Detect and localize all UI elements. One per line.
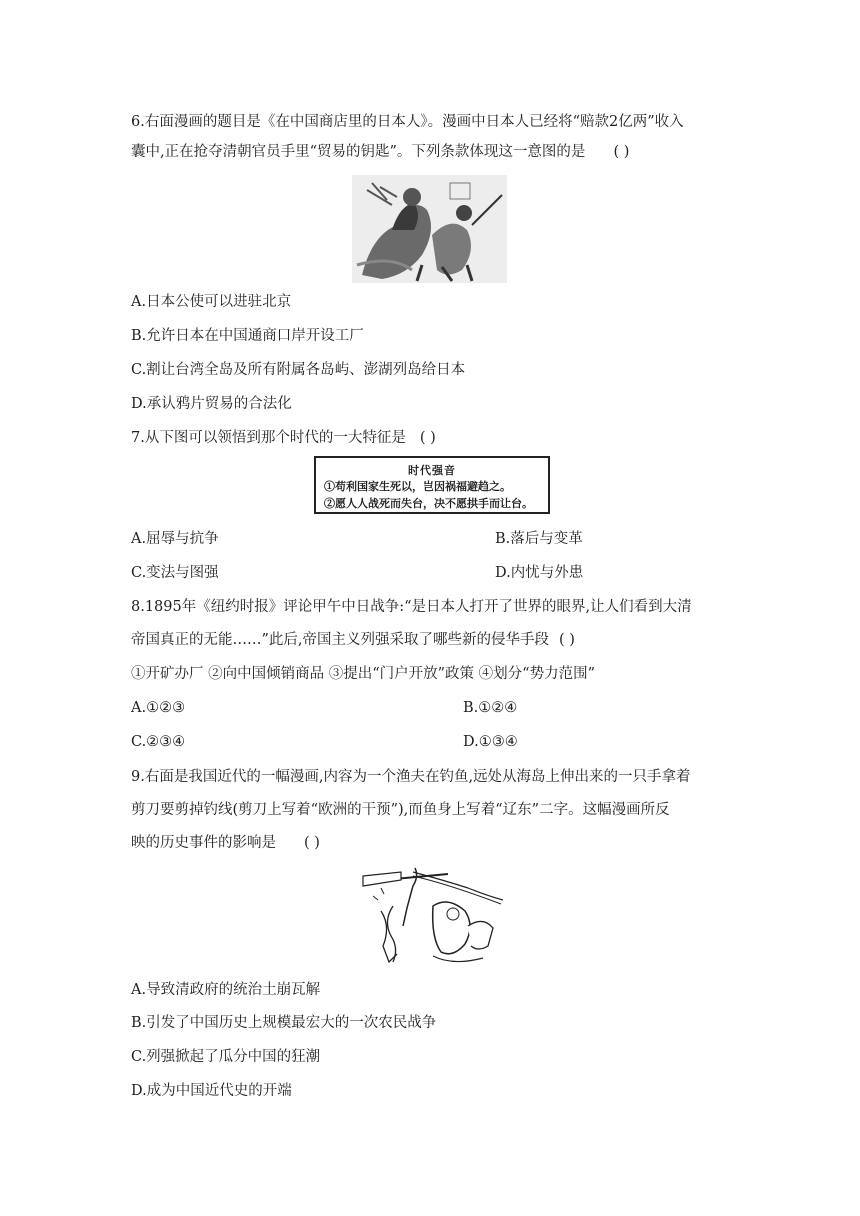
- q8-option-a: A.①②③: [131, 700, 186, 716]
- q6-option-b: B.允许日本在中国通商口岸开设工厂: [131, 328, 364, 344]
- q9-option-c: C.列强掀起了瓜分中国的狂潮: [131, 1049, 321, 1065]
- q7-box-line1: ①苟利国家生死以，岂因祸福避趋之。: [324, 480, 511, 493]
- q6-option-a: A.日本公使可以进驻北京: [131, 294, 292, 310]
- q7-stem: 7.从下图可以领悟到那个时代的一大特征是 ( ): [131, 430, 436, 446]
- q6-cartoon-image: [352, 175, 507, 283]
- q9-stem-line2: 剪刀要剪掉钓线(剪刀上写着“欧洲的干预”),而鱼身上写着“辽东”二字。这幅漫画所反: [131, 802, 670, 818]
- q7-option-c: C.变法与图强: [131, 565, 219, 581]
- q8-option-d: D.①③④: [463, 734, 518, 750]
- q8-stem-line1: 8.1895年《纽约时报》评论甲午中日战争:“是日本人打开了世界的眼界,让人们看到大清: [131, 599, 692, 615]
- q7-quote-box: [314, 456, 550, 514]
- q7-option-d: D.内忧与外患: [495, 565, 584, 581]
- q7-box-line2: ②愿人人战死而失台，决不愿拱手而让台。: [324, 497, 533, 510]
- q6-stem-line2: 囊中,正在抢夺清朝官员手里“贸易的钥匙”。下列条款体现这一意图的是 ( ): [131, 144, 630, 160]
- q9-option-b: B.引发了中国历史上规模最宏大的一次农民战争: [131, 1015, 437, 1031]
- q8-answer-paren: ( ): [559, 632, 575, 648]
- q7-box-title: 时代强音: [408, 464, 456, 477]
- q8-items: ①开矿办厂 ②向中国倾销商品 ③提出“门户开放”政策 ④划分“势力范围”: [131, 666, 595, 682]
- q8-option-b: B.①②④: [463, 700, 518, 716]
- q8-stem-line2: 帝国真正的无能……”此后,帝国主义列强采取了哪些新的侵华手段 ( ): [131, 632, 575, 648]
- q9-stem-line3: 映的历史事件的影响是 ( ): [131, 835, 320, 851]
- q9-option-d: D.成为中国近代史的开端: [131, 1083, 292, 1099]
- q6-option-c: C.割让台湾全岛及所有附属各岛屿、澎湖列岛给日本: [131, 362, 466, 378]
- q9-answer-paren: ( ): [304, 835, 320, 851]
- q8-option-c: C.②③④: [131, 734, 186, 750]
- q7-option-a: A.屈辱与抗争: [131, 531, 219, 547]
- q9-cartoon-image: [353, 866, 508, 970]
- q6-answer-paren: ( ): [613, 144, 630, 160]
- q6-stem-line1: 6.右面漫画的题目是《在中国商店里的日本人》。漫画中日本人已经将“赔款2亿两”收入: [131, 114, 684, 130]
- q9-option-a: A.导致清政府的统治土崩瓦解: [131, 982, 321, 998]
- q7-answer-paren: ( ): [419, 430, 436, 446]
- q6-option-d: D.承认鸦片贸易的合法化: [131, 396, 292, 412]
- q9-stem-line1: 9.右面是我国近代的一幅漫画,内容为一个渔夫在钓鱼,远处从海岛上伸出来的一只手拿着: [131, 769, 691, 785]
- q7-option-b: B.落后与变革: [495, 531, 583, 547]
